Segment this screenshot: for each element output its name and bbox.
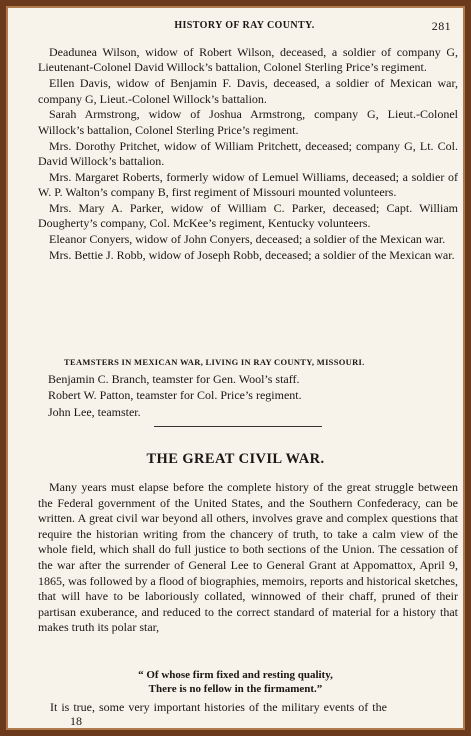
page-number: 281 (431, 19, 451, 33)
quote-line: There is no fellow in the firmament.” (148, 683, 323, 696)
widow-entries (38, 45, 458, 264)
entry-paragraph: Ellen Davis, widow of Benjamin F. Davis, deceased, a soldier of Mexican war, company G, Lieut.-Colonel Willock’s battalion. (38, 76, 458, 106)
quote-line: “ Of whose firm fixed and resting quality, (138, 669, 333, 681)
entry-paragraph: Deadunea Wilson, widow of Robert Wilson, deceased, a soldier of company G, Lieutenant-Colonel David Willock’s battalion, Colonel Sterling Price’s regiment. (38, 45, 458, 75)
entry-paragraph: Mrs. Dorothy Pritchet, widow of William Pritchett, deceased; company G, Lt. Col. David Willock’s battalion. (38, 138, 458, 169)
entry-paragraph: Mrs. Margaret Roberts, formerly widow of Lemuel Williams, deceased; a soldier of W. P. Walton’s company B, first regiment of Missouri mounted volunteers. (38, 169, 458, 200)
chapter-paragraph: Many years must elapse before the complete history of the great struggle between the Federal government of the United States, and the Southern Confederacy, can be written. A great civil war beyond all others, involves grave and complex questions that require the historian writing from the chancery of truth, to take a calm view of the whole field, which shall do full justice to both sections of the Union. The cessation of the war after the surrender of General Lee to General Grant at Appomattox, April 9, 1865, was followed by a flood of biographies, memoirs, reports and historical sketches, that will have to be laboriously collated, winnowed of their chaff, pruned of their partisan exuberance, and reduced to the correct standard of material for a history that makes truth its polar star, (38, 480, 458, 635)
teamsters-list (48, 371, 302, 420)
running-title: HISTORY OF RAY COUNTY. (174, 20, 315, 31)
entry-paragraph: Mrs. Mary A. Parker, widow of William C. Parker, deceased; Capt. William Dougherty’s company, Col. McKee’s regiment, Kentucky volunteers. (38, 201, 458, 231)
chapter-title: THE GREAT CIVIL WAR. (146, 451, 325, 467)
teamster-item: Benjamin C. Branch, teamster for Gen. Wool’s staff. (48, 372, 300, 386)
chapter-body (38, 480, 458, 636)
signature-mark: 18 (70, 714, 82, 728)
entry-paragraph: Mrs. Bettie J. Robb, widow of Joseph Robb, deceased; a soldier of the Mexican war. (49, 248, 455, 263)
continuation-line: It is true, some very important histories of the military events of the (50, 700, 387, 714)
teamsters-heading: TEAMSTERS IN MEXICAN WAR, LIVING IN RAY COUNTY, MISSOURI. (64, 357, 365, 367)
running-header (38, 20, 451, 34)
entry-paragraph: Sarah Armstrong, widow of Joshua Armstrong, company G, Lieut.-Colonel Willock’s battalion, Colonel Sterling Price’s regiment. (38, 107, 458, 137)
verse-quote (8, 668, 463, 697)
book-page (6, 6, 465, 730)
section-divider (154, 426, 322, 427)
entry-paragraph: Eleanor Conyers, widow of John Conyers, deceased; a soldier of the Mexican war. (49, 232, 446, 247)
teamster-item: Robert W. Patton, teamster for Col. Price’s regiment. (48, 388, 302, 403)
teamster-item: John Lee, teamster. (48, 404, 141, 419)
